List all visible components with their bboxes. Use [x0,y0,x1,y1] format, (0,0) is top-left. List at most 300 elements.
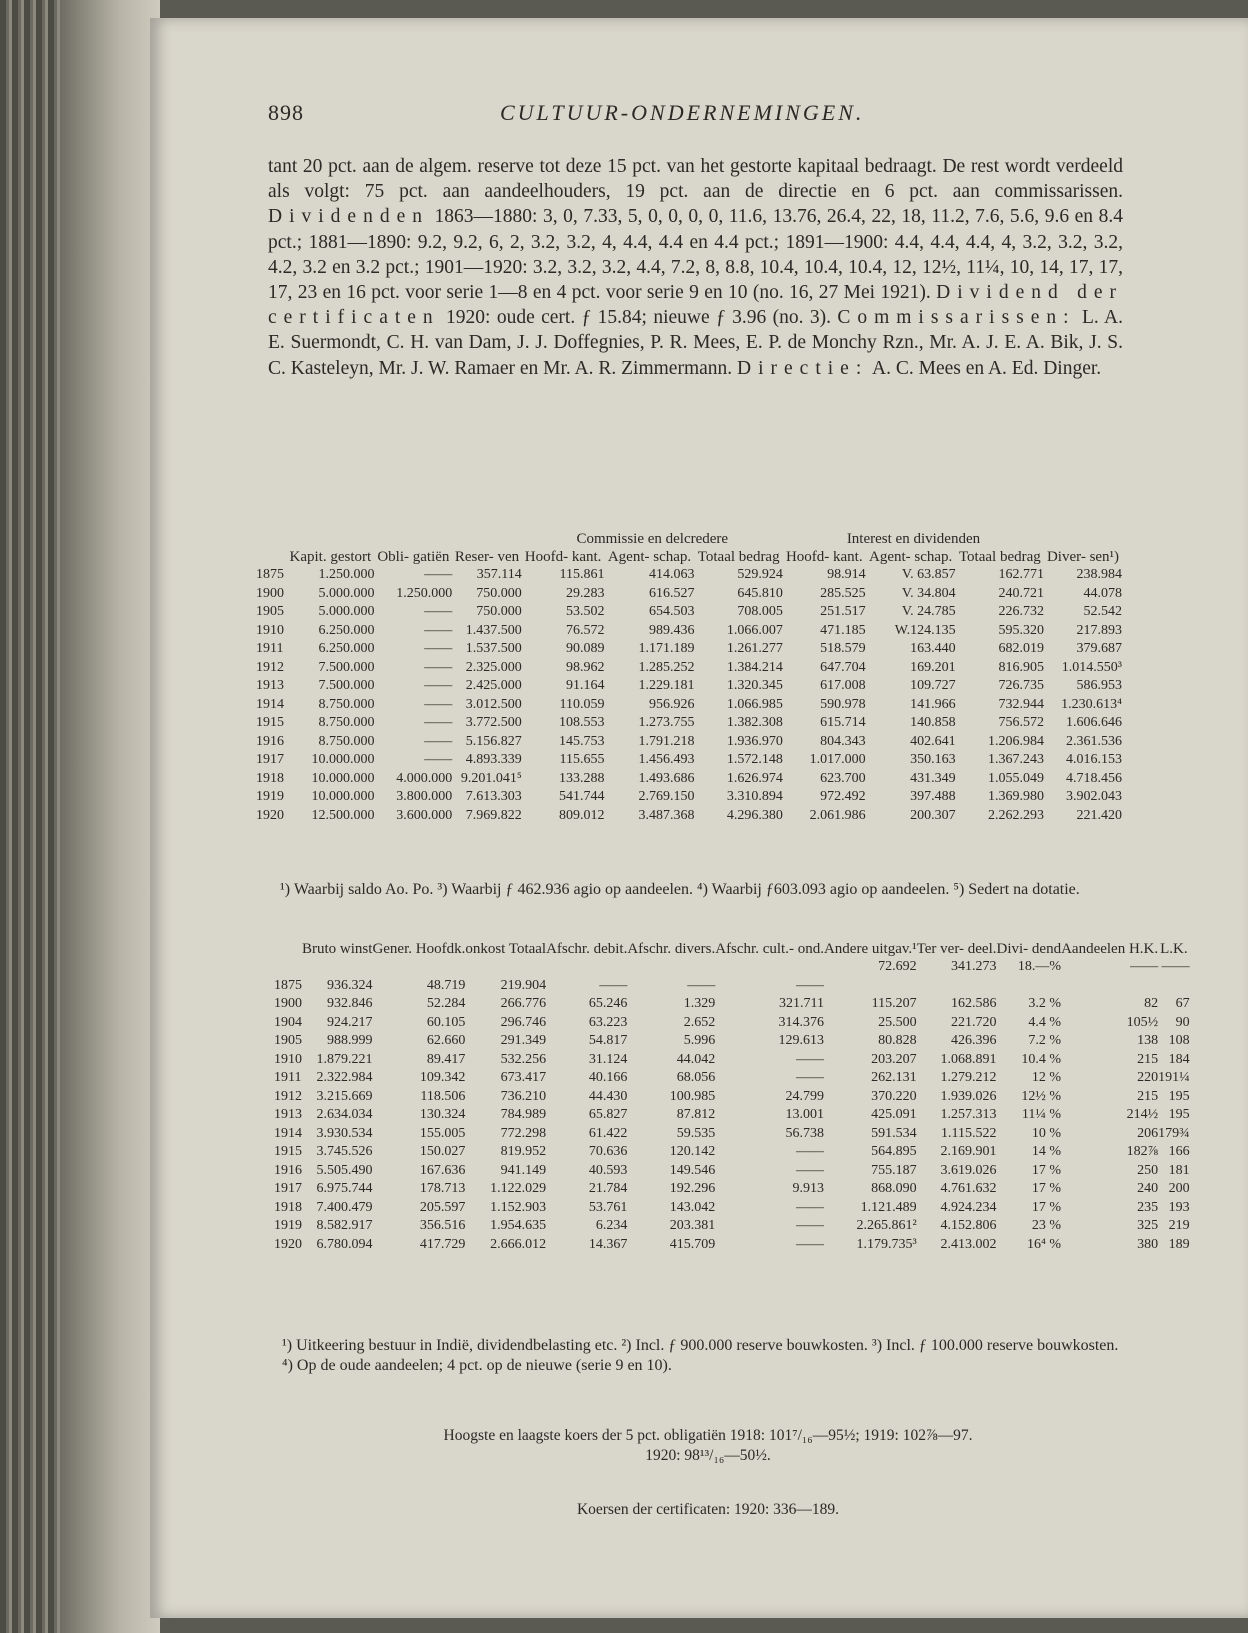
table-cell: 54.817 [588,1033,628,1048]
table-cell: 417.729 [419,1236,466,1252]
table-row [256,622,1122,641]
table-cell: 62.660 [426,1033,466,1048]
column-header: Afschr. debit. [546,941,628,957]
table-cell: —— [795,977,824,993]
table-cell: 1.206.984 [988,733,1045,749]
table-cell: 6.975.744 [316,1181,373,1196]
table-cell: 7.969.822 [465,807,522,823]
koers-obligaties [308,1426,1108,1466]
table-cell: 12.500.000 [311,807,375,823]
table-cell: —— [795,1218,824,1233]
row-year: 1920 [274,1236,302,1252]
table-cell: 1.626.974 [726,770,783,786]
table-cell: —— [424,696,453,712]
row-year: 1913 [256,678,284,693]
row-year: 1875 [256,567,284,582]
table-cell: 7.613.303 [465,789,522,804]
table-cell: 4.718.456 [1066,770,1122,786]
table-cell: 586.953 [1076,678,1122,693]
running-title: CULTUUR-ONDERNEMINGEN. [500,100,865,125]
table-cell: V. 34.804 [901,585,956,601]
table-cell: —— [424,733,453,749]
table-cell: 90 [1175,1014,1190,1030]
table-row [256,585,1122,604]
table-cell: 1.939.026 [940,1088,997,1104]
table-cell: 63.223 [588,1014,628,1030]
table-row [274,1236,1190,1255]
table-cell: 1.055.049 [988,770,1045,786]
table-cell: 72.692 [878,959,917,974]
table-cell: 402.641 [910,733,956,749]
table-cell: 1.171.189 [638,641,695,656]
table-cell: 3.310.894 [726,789,783,804]
table-cell: 70.636 [588,1144,628,1159]
table-row [256,640,1122,659]
table-cell: 44.042 [676,1051,716,1067]
table-header-row [274,940,1190,958]
table-cell: 98.914 [827,567,866,582]
table-cell: 1.493.686 [638,770,695,786]
table-cell: 205.597 [419,1199,466,1215]
table-cell: 115.207 [871,996,917,1011]
table-cell: 809.012 [559,807,605,823]
table-cell: 149.546 [669,1162,716,1178]
row-year: 1910 [274,1051,302,1067]
table-cell: 44.078 [1083,585,1122,601]
table-cell: 138 [1137,1033,1159,1048]
table-row [256,788,1122,807]
table-cell: 193 [1168,1199,1190,1215]
table-cell: 397.488 [910,789,956,804]
table-cell [465,958,546,977]
table-cell: 6.250.000 [318,641,375,656]
table-cell: 431.349 [910,770,956,786]
column-header: Andere uitgav.¹ [823,941,917,957]
table-cell [997,977,1062,996]
table-cell: 53.761 [588,1199,628,1215]
row-year: 1912 [256,659,284,675]
table-cell: 370.220 [871,1088,917,1104]
table-cell: 178.713 [419,1181,466,1196]
column-header: Bruto winst [302,941,373,957]
column-header: Totaal bedrag [958,549,1041,565]
column-header: Afschr. divers. [627,941,716,957]
table-cell: 3.772.500 [465,715,522,730]
table-cell: —— [795,1051,824,1067]
table-cell: —— [795,1070,824,1085]
table-cell: 357.114 [476,567,522,582]
table-cell: 235 [1137,1199,1159,1215]
column-header [274,940,302,958]
table-cell: 1.179.735³ [856,1236,917,1252]
table-cell: 13.001 [785,1107,824,1122]
table-cell: 129.613 [778,1033,824,1048]
column-header: Obli- gatiën [377,549,450,565]
table-cell: 2.322.984 [316,1070,373,1085]
table-cell: 819.952 [500,1144,547,1159]
column-header: Totaal bedrag [697,549,780,565]
table-cell: 17 % [1031,1199,1062,1215]
group-header-interest: Interest en dividenden [846,531,981,547]
table-cell: 166 [1168,1144,1190,1159]
table-cell: 10 % [1031,1125,1062,1141]
table-cell: 924.217 [326,1014,373,1030]
table-cell: 6.234 [595,1218,628,1233]
table-cell: 2.769.150 [638,789,695,804]
table-row [256,714,1122,733]
table-cell: 341.273 [951,959,997,974]
table-row [274,1143,1190,1162]
table-cell: 1.257.313 [940,1107,997,1122]
table-cell: 1.121.489 [860,1199,917,1215]
table-cell: 1.122.029 [490,1181,547,1196]
table-cell: 804.343 [820,733,866,749]
table-cell: 654.503 [648,604,695,619]
table-cell: 89.417 [426,1051,466,1067]
table-cell: 755.187 [871,1162,917,1178]
row-year: 1905 [256,604,284,619]
body-paragraph [268,154,1123,381]
table-cell: 9.913 [792,1181,824,1196]
table-cell: 109.727 [910,678,956,693]
table-cell: 2.634.034 [316,1107,373,1122]
table-header-row [256,548,1122,566]
table-cell: —— [424,567,453,582]
row-year: 1914 [274,1125,302,1141]
table-cell: 155.005 [419,1125,466,1141]
table-cell: 141.966 [910,696,956,712]
column-header: Hoofd- kant. [524,549,602,565]
text-run: A. C. Mees en A. Ed. Dinger. [868,357,1102,379]
table-cell: 1.936.970 [726,733,783,749]
table-cell: 296.746 [500,1014,547,1030]
table-cell: 4.924.234 [940,1199,997,1215]
table-row [274,995,1190,1014]
table-cell: 590.978 [820,696,866,712]
row-year: 1911 [256,641,284,656]
table-cell: 12½ % [1021,1088,1062,1104]
table-cell: 956.926 [648,696,695,712]
table-cell: —— [424,604,453,619]
column-header: Gener. Hoofdk. [372,941,466,957]
table-cell: 40.166 [588,1070,628,1085]
table-cell: 40.593 [588,1162,628,1178]
table-cell: 3.745.526 [316,1144,373,1159]
table-row [256,751,1122,770]
table-cell: 16⁴ % [1027,1236,1062,1252]
table-cell: 291.349 [500,1033,547,1048]
table-cell: 221.420 [1076,807,1122,823]
table-cell: 8.750.000 [318,715,375,730]
table-cell: 1.250.000 [396,585,453,601]
table-cell: 708.005 [737,604,783,619]
row-year: 1905 [274,1033,302,1048]
table-cell: 3.600.000 [396,807,453,823]
table-cell: 65.827 [588,1107,628,1122]
table-cell: 115.655 [559,752,605,767]
table-cell: 67 [1175,996,1190,1011]
table-cell: 6.250.000 [318,622,375,638]
table-cell: 1.285.252 [638,659,695,675]
table-cell: 356.516 [419,1218,466,1233]
text-run: 1920: oude cert. ƒ 15.84; nieuwe ƒ 3.96 (no. 3). [439,307,838,329]
row-year: 1916 [256,733,284,749]
table-cell: 115.861 [559,567,605,582]
table-cell: 162.771 [998,567,1045,582]
table-cell: —— [795,1144,824,1159]
table-cell: 250 [1137,1162,1159,1178]
table-cell: 9.201.041⁵ [460,770,522,786]
text-run: L. A. E. Suermondt, C. H. van Dam, J. J. Doffegnies, P. R. Mees, E. P. de Monchy Rzn., Mr. A. J. E. A. Bik, J. S. C. Kasteleyn, Mr. J. W. Ramaer en Mr. A. R. Zimmermann. [268,307,1123,379]
row-year: 1912 [274,1088,302,1104]
table-row [256,696,1122,715]
table-cell: 1.066.985 [726,696,783,712]
table-cell: 972.492 [820,789,866,804]
table-cell: 941.149 [500,1162,547,1178]
table-cell: 379.687 [1076,641,1122,656]
column-header: Diver- sen¹) [1046,549,1120,565]
table-cell: 1.230.613⁴ [1061,696,1122,712]
page-number: 898 [268,100,304,125]
table-cell: 645.810 [737,585,783,601]
table-cell: 3.487.368 [638,807,695,823]
row-year: 1918 [256,770,284,786]
table-cell: 1.606.646 [1066,715,1122,730]
table-cell: 4.152.806 [940,1218,997,1233]
label-dividend-certificaten: Dividend der certificaten [268,282,1123,329]
column-header: Reser- ven [454,549,520,565]
table-cell: 1.279.212 [940,1070,997,1085]
table-cell: 200 [1168,1181,1190,1196]
table-cell: 18.—% [1017,959,1062,974]
table-cell: 1.017.000 [809,752,866,767]
table-cell: 21.784 [588,1181,628,1196]
table-cell: 191¼ [1158,1070,1190,1085]
row-year: 1917 [256,752,284,767]
table-cell: 1.320.345 [726,678,783,693]
table-cell: 226.732 [998,604,1045,619]
table-cell: 179¾ [1158,1125,1190,1141]
table-cell: 56.738 [785,1125,824,1141]
table-cell: 10.000.000 [311,752,375,767]
table-cell: 91.164 [566,678,605,693]
row-year: 1900 [256,585,284,601]
table-cell: 133.288 [559,770,605,786]
table-cell: 29.283 [566,585,605,601]
column-header: Kapit. gestort [289,549,372,565]
table-cell: 221.720 [951,1014,997,1030]
label-commissarissen: Commissarissen: [837,307,1076,329]
row-year: 1900 [274,996,302,1011]
table-cell: 1.152.903 [490,1199,547,1215]
table-cell: 65.246 [588,996,628,1011]
table-cell: 2.325.000 [465,659,522,675]
table-cell: W.124.135 [894,622,956,638]
table-cell: 109.342 [419,1070,466,1085]
table-cell: 100.985 [669,1088,716,1104]
table-cell: 726.735 [998,678,1045,693]
table-row [256,566,1122,585]
table-cell: 989.436 [648,622,695,638]
table-row [274,1180,1190,1199]
table-cell: 215 [1137,1088,1159,1104]
table-cell [1158,977,1190,996]
table-cell: —— [599,977,628,993]
table-cell: 380 [1137,1236,1159,1252]
table-cell: 240 [1137,1181,1159,1196]
table-cell: 5.156.827 [465,733,522,749]
table-cell: 1.572.148 [726,752,783,767]
table-cell: 3.619.026 [940,1162,997,1178]
table-cell: 736.210 [500,1088,547,1104]
table-cell: 240.721 [998,585,1045,601]
table-cell: 14 % [1031,1144,1062,1159]
table-cell: 2.262.293 [988,807,1045,823]
table-cell: 7.500.000 [318,659,375,675]
table-cell: 162.586 [951,996,997,1011]
table-cell: 87.812 [676,1107,716,1122]
table-cell: 647.704 [820,659,866,675]
table-cell: 163.440 [910,641,956,656]
table-cell: 1.791.218 [638,733,695,749]
table-cell: 816.905 [998,659,1045,675]
table-cell: 31.124 [588,1051,628,1067]
group-header-commissie: Commissie en delcredere [576,531,729,547]
table-cell: 5.996 [683,1033,716,1048]
table-row [256,770,1122,789]
table-cell: 12 % [1031,1070,1062,1085]
table-cell: 7.400.479 [316,1199,373,1215]
table-cell: 1.014.550³ [1061,659,1122,675]
table-cell: 52.284 [426,996,466,1011]
table-row [274,977,1190,996]
row-year: 1915 [274,1144,302,1159]
book-page [150,18,1248,1618]
table-cell: 82 [1144,996,1159,1011]
table-cell: V. 24.785 [901,604,956,619]
table-cell: 414.063 [648,567,695,582]
table-cell: 4.016.153 [1066,752,1122,767]
table-cell: 215 [1137,1051,1159,1067]
table-row [256,603,1122,622]
column-header: Afschr. cult.- ond. [715,941,824,957]
table-cell [302,958,372,977]
table-cell: 1.879.221 [316,1051,373,1067]
table-cell: 868.090 [871,1181,917,1196]
table-cell: —— [424,622,453,638]
table-cell: 564.895 [871,1144,917,1159]
table-cell: 1.329 [683,996,716,1011]
table-cell [1061,977,1158,996]
table-cell: 1.250.000 [318,567,375,582]
table-cell: 1.066.007 [726,622,783,638]
table-row [256,733,1122,752]
table-cell: 98.962 [566,659,605,675]
table-row [274,1069,1190,1088]
table-cell: —— [424,659,453,675]
row-year: 1913 [274,1107,302,1122]
table-cell: 1.261.277 [726,641,783,656]
table-cell: 17 % [1031,1181,1062,1196]
table-row [274,1217,1190,1236]
table-cell: 7.2 % [1028,1033,1062,1048]
table-cell: 2.361.536 [1066,733,1122,749]
table-cell: 932.846 [326,996,373,1011]
table-cell: 262.131 [871,1070,917,1085]
table-cell: 2.666.012 [490,1236,547,1252]
table-cell: 59.535 [676,1125,716,1141]
table-cell: 195 [1168,1107,1190,1122]
table-cell: 8.750.000 [318,696,375,712]
table-cell: —— [1161,959,1190,974]
table-row [274,1162,1190,1181]
table-cell: 4.000.000 [396,770,453,786]
text-run: 1863—1880: 3, 0, 7.33, 5, 0, 0, 0, 0, 11.6, 13.76, 26.4, 22, 18, 11.2, 7.6, 5.6, 9.6 en 8.4 pct.; 1881—1890: 9.2, 9.2, 6, 2, 3.2, 3.2, 4, 4.4, 4.4 en 4.4 pct.; 1891—1900: 4.4, 4.4, 4.4, 4, 3.2, 3.2, 3.2, 4.2, 3.2 en 3.2 pct.; 1901—1920: 3.2, 3.2, 3.2, 4.4, 7.2, 8, 8.8, 10.4, 10.4, 10.4, 12, 12½, 11¼, 10, 14, 17, 17, 17, 23 en 16 pct. voor serie 1—8 en 4 pct. voor serie 9 en 10 (no. 16, 27 Mei 1921). [268,206,1123,304]
table-cell: 76.572 [566,622,605,638]
table-cell: 616.527 [648,585,695,601]
table-row [274,1199,1190,1218]
table-row [274,1051,1190,1070]
table-row [274,1014,1190,1033]
table-cell: 1.537.500 [465,641,522,656]
table-row [274,1088,1190,1107]
table-cell: 591.534 [871,1125,917,1141]
table-cell: 217.893 [1076,622,1122,638]
table-cell: 10.4 % [1021,1051,1062,1067]
table-cell: 471.185 [820,622,866,638]
table-cell: 2.265.861² [856,1218,917,1233]
table-cell: 595.320 [998,622,1045,638]
koers-line: 1920: 98¹³/₁₆—50½. [645,1447,771,1464]
table-cell: 2.413.002 [940,1236,997,1252]
table-cell: 750.000 [476,604,522,619]
row-year [274,958,302,977]
table-cell: 518.579 [820,641,866,656]
table-cell: 1.456.493 [638,752,695,767]
table-cell: 7.500.000 [318,678,375,693]
table-cell: 195 [1168,1088,1190,1104]
table-cell: 108 [1168,1033,1190,1048]
table-cell [715,958,824,977]
table-cell: 6.780.094 [316,1236,373,1252]
table-cell: 5.000.000 [318,585,375,601]
table-cell: 8.750.000 [318,733,375,749]
table-cell: —— [1130,959,1159,974]
table-cell: 3.2 % [1028,996,1062,1011]
table-cell: V. 63.857 [901,567,956,582]
row-year: 1904 [274,1014,302,1030]
table-cell: 110.059 [559,696,605,712]
footnote-table2: ¹) Uitkeering bestuur in Indië, dividendbelasting etc. ²) Incl. ƒ 900.000 reserve bouwkosten. ³) Incl. ƒ 100.000 reserve bouwkosten. ⁴) Op de oude aandeelen; 4 pct. op de nieuwe (serie 9 en 10). [282,1337,1119,1374]
table-cell: 756.572 [998,715,1045,730]
table-cell: 206 [1137,1125,1159,1141]
table-cell: 784.989 [500,1107,547,1122]
table-cell: 350.163 [910,752,956,767]
table-cell: 3.215.669 [316,1088,373,1104]
table-cell: 5.000.000 [318,604,375,619]
table-cell: 1.273.755 [638,715,695,730]
table-cell: 24.799 [785,1088,824,1104]
row-year: 1914 [256,696,284,712]
row-year: 1919 [274,1218,302,1233]
table-cell: 219 [1168,1218,1190,1233]
table-cell: 285.525 [820,585,866,601]
row-year: 1911 [274,1070,302,1085]
table-cell: 203.381 [669,1218,716,1233]
table-cell [627,958,715,977]
table-results [274,940,1190,1254]
table-cell: 415.709 [669,1236,716,1252]
